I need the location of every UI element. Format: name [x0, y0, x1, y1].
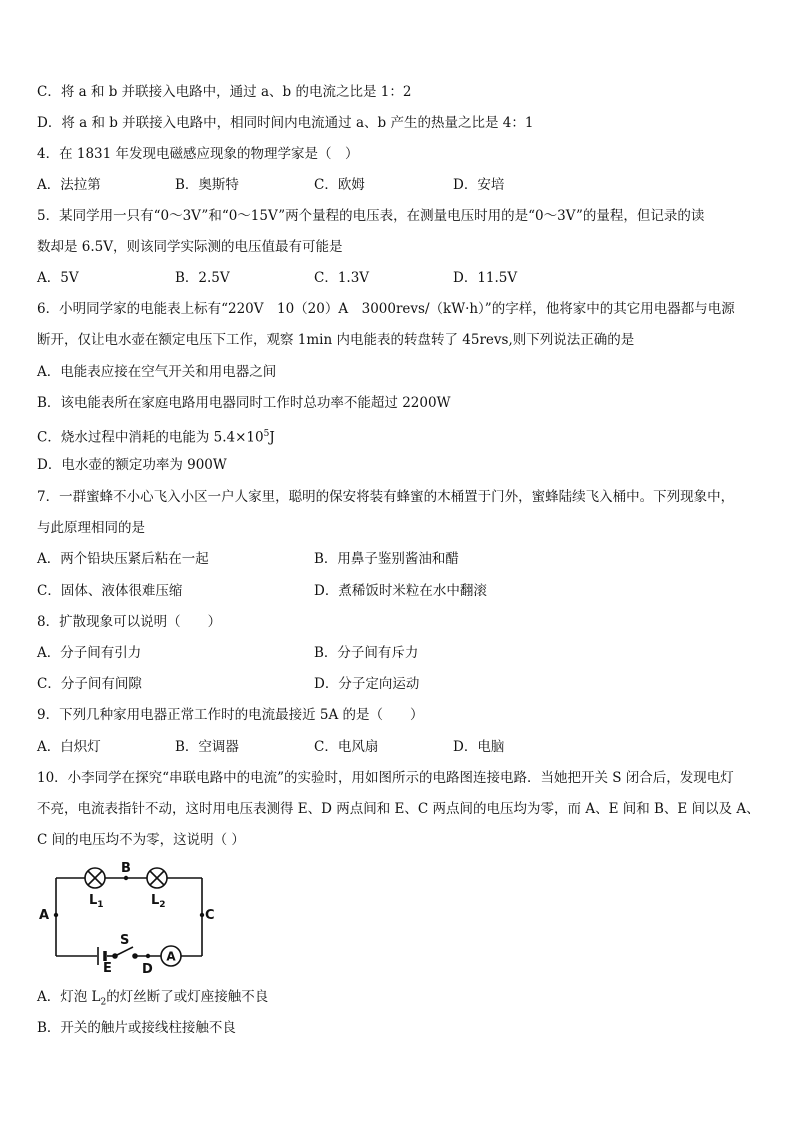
q4-option-b: B．奥斯特: [175, 177, 239, 193]
point-a-dot: [54, 913, 58, 917]
q7-stem-line1: 7．一群蜜蜂不小心飞入小区一户人家里，聪明的保安将装有蜂蜜的木桶置于门外，蜜蜂陆续飞入桶中。下列现象中，: [37, 489, 735, 505]
q5-option-d: D．11.5V: [453, 270, 518, 286]
point-c-dot: [200, 913, 204, 917]
label-s: S: [120, 933, 130, 948]
q4-option-d: D．安培: [453, 177, 505, 193]
point-b-dot: [124, 876, 128, 880]
q8-option-b: B．分子间有斥力: [314, 645, 419, 661]
q6-option-a: A．电能表应接在空气开关和用电器之间: [37, 364, 277, 380]
q6-option-c: [37, 425, 275, 447]
q6-option-c-unit: J: [269, 429, 275, 446]
q4-option-a: A．法拉第: [37, 177, 101, 193]
label-c: C: [205, 908, 215, 923]
label-l2: [151, 893, 166, 910]
q8-stem: 8．扩散现象可以说明（ ）: [37, 614, 222, 630]
q9-option-a: A．白炽灯: [37, 739, 101, 755]
q10-option-a-text: A．灯泡 L: [37, 989, 101, 1005]
circuit-diagram: [37, 858, 227, 978]
bulb-l2-icon: [147, 868, 167, 888]
q7-option-c: C．固体、液体很难压缩: [37, 583, 183, 599]
switch-icon: [113, 947, 137, 958]
q5-option-a: A．5V: [37, 270, 79, 286]
ammeter-icon: [161, 946, 181, 966]
q6-option-c-text: C．烧水过程中消耗的电能为 5.4×10: [37, 429, 264, 446]
q6-stem-line2: 断开，仅让电水壶在额定电压下工作，观察 1min 内电能表的转盘转了 45revs,则下列说法正确的是: [37, 332, 635, 348]
q4-option-c: C．欧姆: [314, 177, 365, 193]
label-l1: [89, 893, 104, 910]
q10-option-a-rest: 的灯丝断了或灯座接触不良: [106, 989, 269, 1005]
point-d-dot: [146, 954, 150, 958]
q9-option-d: D．电脑: [453, 739, 505, 755]
q8-option-c: C．分子间有间隙: [37, 676, 142, 692]
label-a: A: [39, 908, 50, 923]
q9-stem: 9．下列几种家用电器正常工作时的电流最接近 5A 的是（ ）: [37, 707, 424, 723]
q10-option-a-subscript: 2: [100, 997, 107, 1008]
label-l1-letter: L: [89, 893, 98, 908]
label-d: D: [142, 962, 153, 977]
q7-stem-line2: 与此原理相同的是: [37, 520, 145, 536]
q6-option-c-exponent: 5: [263, 429, 270, 439]
bulb-l1-icon: [85, 868, 105, 888]
q5-stem-line2: 数却是 6.5V，则该同学实际测的电压值最有可能是: [37, 239, 343, 255]
q10-stem-line3: C 间的电压均不为零，这说明（ ）: [37, 832, 245, 848]
label-l2-letter: L: [151, 893, 160, 908]
q8-option-a: A．分子间有引力: [37, 645, 142, 661]
q6-option-b: B．该电能表所在家庭电路用电器同时工作时总功率不能超过 2200W: [37, 395, 451, 411]
q10-option-b: B．开关的触片或接线柱接触不良: [37, 1020, 236, 1036]
label-l2-subscript: 2: [159, 900, 166, 910]
q7-option-a: A．两个铅块压紧后粘在一起: [37, 551, 209, 567]
label-b: B: [121, 861, 131, 876]
q10-stem-line2: 不亮，电流表指针不动，这时用电压表测得 E、D 两点间和 E、C 两点间的电压均为零，而 A、E 间和 B、E 间以及 A、: [37, 801, 760, 817]
q5-stem-line1: 5．某同学用一只有“0～3V”和“0～15V”两个量程的电压表，在测量电压时用的是“0～3V”的量程，但记录的读: [37, 208, 705, 224]
q3-option-c: C．将 a 和 b 并联接入电路中，通过 a、b 的电流之比是 1：2: [37, 84, 412, 100]
q5-option-b: B．2.5V: [175, 270, 230, 286]
label-l1-subscript: 1: [97, 900, 104, 910]
q8-option-d: D．分子定向运动: [314, 676, 420, 692]
q10-option-a: [37, 988, 268, 1012]
q9-option-b: B．空调器: [175, 739, 239, 755]
ammeter-symbol: A: [166, 949, 176, 964]
q6-stem-line1: 6．小明同学家的电能表上标有“220V 10（20）A 3000revs/（kW·h）”的字样，他将家中的其它用电器都与电源: [37, 301, 735, 317]
q5-option-c: C．1.3V: [314, 270, 370, 286]
q7-option-b: B．用鼻子鉴别酱油和醋: [314, 551, 459, 567]
q3-option-d: D．将 a 和 b 并联接入电路中，相同时间内电流通过 a、b 产生的热量之比是 4：1: [37, 115, 534, 131]
label-e: E: [103, 961, 112, 976]
q10-stem-line1: 10．小李同学在探究“串联电路中的电流”的实验时，用如图所示的电路图连接电路．当她把开关 S 闭合后，发现电灯: [37, 770, 734, 786]
q9-option-c: C．电风扇: [314, 739, 379, 755]
q6-option-d: D．电水壶的额定功率为 900W: [37, 457, 227, 473]
q4-stem: 4．在 1831 年发现电磁感应现象的物理学家是（ ）: [37, 146, 359, 162]
q7-option-d: D．煮稀饭时米粒在水中翻滚: [314, 583, 487, 599]
